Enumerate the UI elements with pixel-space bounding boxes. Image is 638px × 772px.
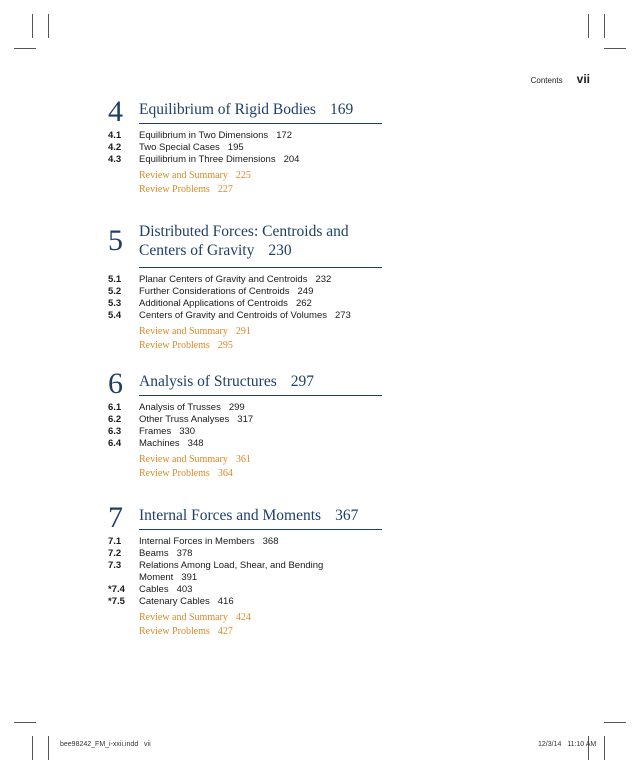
review-problems-link[interactable] [139,339,382,353]
toc-entry[interactable] [108,426,382,438]
review-problems-page: 295 [217,340,233,351]
section-number: 7.3 [108,560,122,571]
section-number: 4.2 [108,142,122,153]
section-title: Internal Forces in Members [139,536,255,547]
chapter-heading [108,222,382,268]
chapter-6 [108,367,382,481]
toc-entry[interactable] [108,154,382,166]
chapter-number: 5 [108,224,123,257]
section-number: 6.2 [108,414,122,425]
toc-entry[interactable] [108,142,382,154]
crop-mark [32,14,33,38]
chapter-rule [139,395,382,396]
toc-entry[interactable] [108,310,382,322]
chapter-page: 169 [329,101,354,118]
section-title: Beams [139,548,169,559]
chapter-5 [108,222,382,353]
review-summary-label: Review and Summary [139,170,228,181]
chapter-rule [139,123,382,124]
toc-entry[interactable] [108,402,382,414]
chapter-title[interactable] [139,222,382,260]
section-page: 330 [179,426,196,437]
section-number: 6.4 [108,438,122,449]
chapter-number: 6 [108,367,123,400]
section-title-line2: Moment [139,572,174,583]
review-problems-page: 227 [217,184,233,195]
review-summary-label: Review and Summary [139,612,228,623]
chapter-title-text: Analysis of Structures [139,373,277,390]
crop-mark [48,736,49,760]
chapter-title-line2: Centers of Gravity [139,242,255,259]
review-problems-link[interactable] [139,183,382,197]
chapter-title-line1: Distributed Forces: Centroids and [139,223,349,240]
section-title: Planar Centers of Gravity and Centroids [139,274,308,285]
section-number: 6.1 [108,402,122,413]
section-number: 6.3 [108,426,122,437]
section-page: 368 [262,536,279,547]
section-page: 262 [295,298,312,309]
review-problems-page: 427 [217,626,233,637]
chapter-heading [108,367,382,400]
section-title: Equilibrium in Two Dimensions [139,130,269,141]
crop-mark [588,736,589,760]
section-page: 391 [181,572,198,583]
section-number: 5.4 [108,310,122,321]
review-summary-page: 424 [235,612,251,623]
chapter-page: 367 [335,507,359,524]
chapter-page: 230 [268,242,292,259]
section-page: 232 [315,274,332,285]
chapter-4 [108,95,382,197]
crop-mark [32,736,33,760]
section-number: 5.1 [108,274,122,285]
section-title: Additional Applications of Centroids [139,298,288,309]
section-number: 5.2 [108,286,122,297]
chapter-title-text: Internal Forces and Moments [139,507,322,524]
review-list [108,611,382,639]
toc-entry[interactable] [108,438,382,450]
toc-entry[interactable] [108,548,382,560]
section-number: 5.3 [108,298,122,309]
chapter-title[interactable] [139,372,382,391]
review-list [108,169,382,197]
section-page: 273 [334,310,351,321]
review-summary-page: 291 [235,326,251,337]
section-title: Catenary Cables [139,596,210,607]
review-summary-page: 225 [235,170,251,181]
review-summary-link[interactable] [139,169,382,183]
chapter-title[interactable] [139,100,382,119]
section-number: *7.4 [108,584,125,595]
review-problems-label: Review Problems [139,468,210,479]
section-title: Further Considerations of Centroids [139,286,290,297]
section-number: 4.3 [108,154,122,165]
crop-mark [588,14,589,38]
section-title: Relations Among Load, Shear, and Bending [139,560,324,571]
chapter-number: 4 [108,95,123,128]
section-page: 403 [176,584,193,595]
chapter-heading [108,95,382,128]
toc-entry[interactable] [108,584,382,596]
section-page: 195 [227,142,244,153]
chapter-heading [108,501,382,534]
section-title: Two Special Cases [139,142,220,153]
section-title: Equilibrium in Three Dimensions [139,154,276,165]
crop-mark [14,48,36,49]
page-number: vii [576,72,590,86]
review-summary-label: Review and Summary [139,454,228,465]
toc-entry[interactable] [108,274,382,286]
review-problems-link[interactable] [139,467,382,481]
crop-mark [604,736,605,760]
section-title: Frames [139,426,172,437]
chapter-title-text: Equilibrium of Rigid Bodies [139,101,316,118]
toc-entry[interactable] [108,286,382,298]
toc-entry[interactable] [108,536,382,548]
crop-mark [604,722,626,723]
section-page: 348 [187,438,204,449]
section-title: Cables [139,584,169,595]
section-number: *7.5 [108,596,125,607]
section-page: 416 [217,596,234,607]
toc-entry[interactable] [108,130,382,142]
review-problems-link[interactable] [139,625,382,639]
footer-file-slug: bee98242_FM_i-xxii.indd vii [60,741,151,748]
crop-mark [604,14,605,38]
chapter-rule [139,267,382,268]
chapter-number: 7 [108,501,123,534]
section-title: Centers of Gravity and Centroids of Volumes [139,310,327,321]
section-page: 249 [297,286,314,297]
crop-mark [48,14,49,38]
section-list [108,536,382,608]
section-number: 7.1 [108,536,122,547]
footer-timestamp: 12/3/14 11:10 AM [538,741,597,748]
chapter-page: 297 [290,373,315,390]
section-title: Machines [139,438,180,449]
review-problems-label: Review Problems [139,184,210,195]
chapter-title[interactable] [139,506,382,525]
section-list [108,274,382,322]
section-title: Analysis of Trusses [139,402,221,413]
review-list [108,453,382,481]
review-summary-page: 361 [235,454,251,465]
section-number: 4.1 [108,130,122,141]
section-page: 299 [228,402,245,413]
section-page: 378 [176,548,193,559]
review-problems-label: Review Problems [139,340,210,351]
review-problems-label: Review Problems [139,626,210,637]
chapter-rule [139,529,382,530]
review-summary-link[interactable] [139,325,382,339]
crop-mark [604,48,626,49]
crop-mark [14,722,36,723]
section-number: 7.2 [108,548,122,559]
toc-entry[interactable] [108,414,382,426]
chapter-7 [108,501,382,639]
section-page: 317 [237,414,254,425]
section-title: Other Truss Analyses [139,414,230,425]
running-head-label: Contents [530,76,563,85]
review-summary-link[interactable] [139,453,382,467]
toc-entry[interactable] [108,298,382,310]
review-summary-link[interactable] [139,611,382,625]
toc-entry[interactable] [108,560,382,584]
toc-entry[interactable] [108,596,382,608]
section-list [108,402,382,450]
section-list [108,130,382,166]
review-summary-label: Review and Summary [139,326,228,337]
review-list [108,325,382,353]
section-page: 172 [276,130,293,141]
running-head [531,72,590,86]
section-page: 204 [283,154,300,165]
review-problems-page: 364 [217,468,233,479]
